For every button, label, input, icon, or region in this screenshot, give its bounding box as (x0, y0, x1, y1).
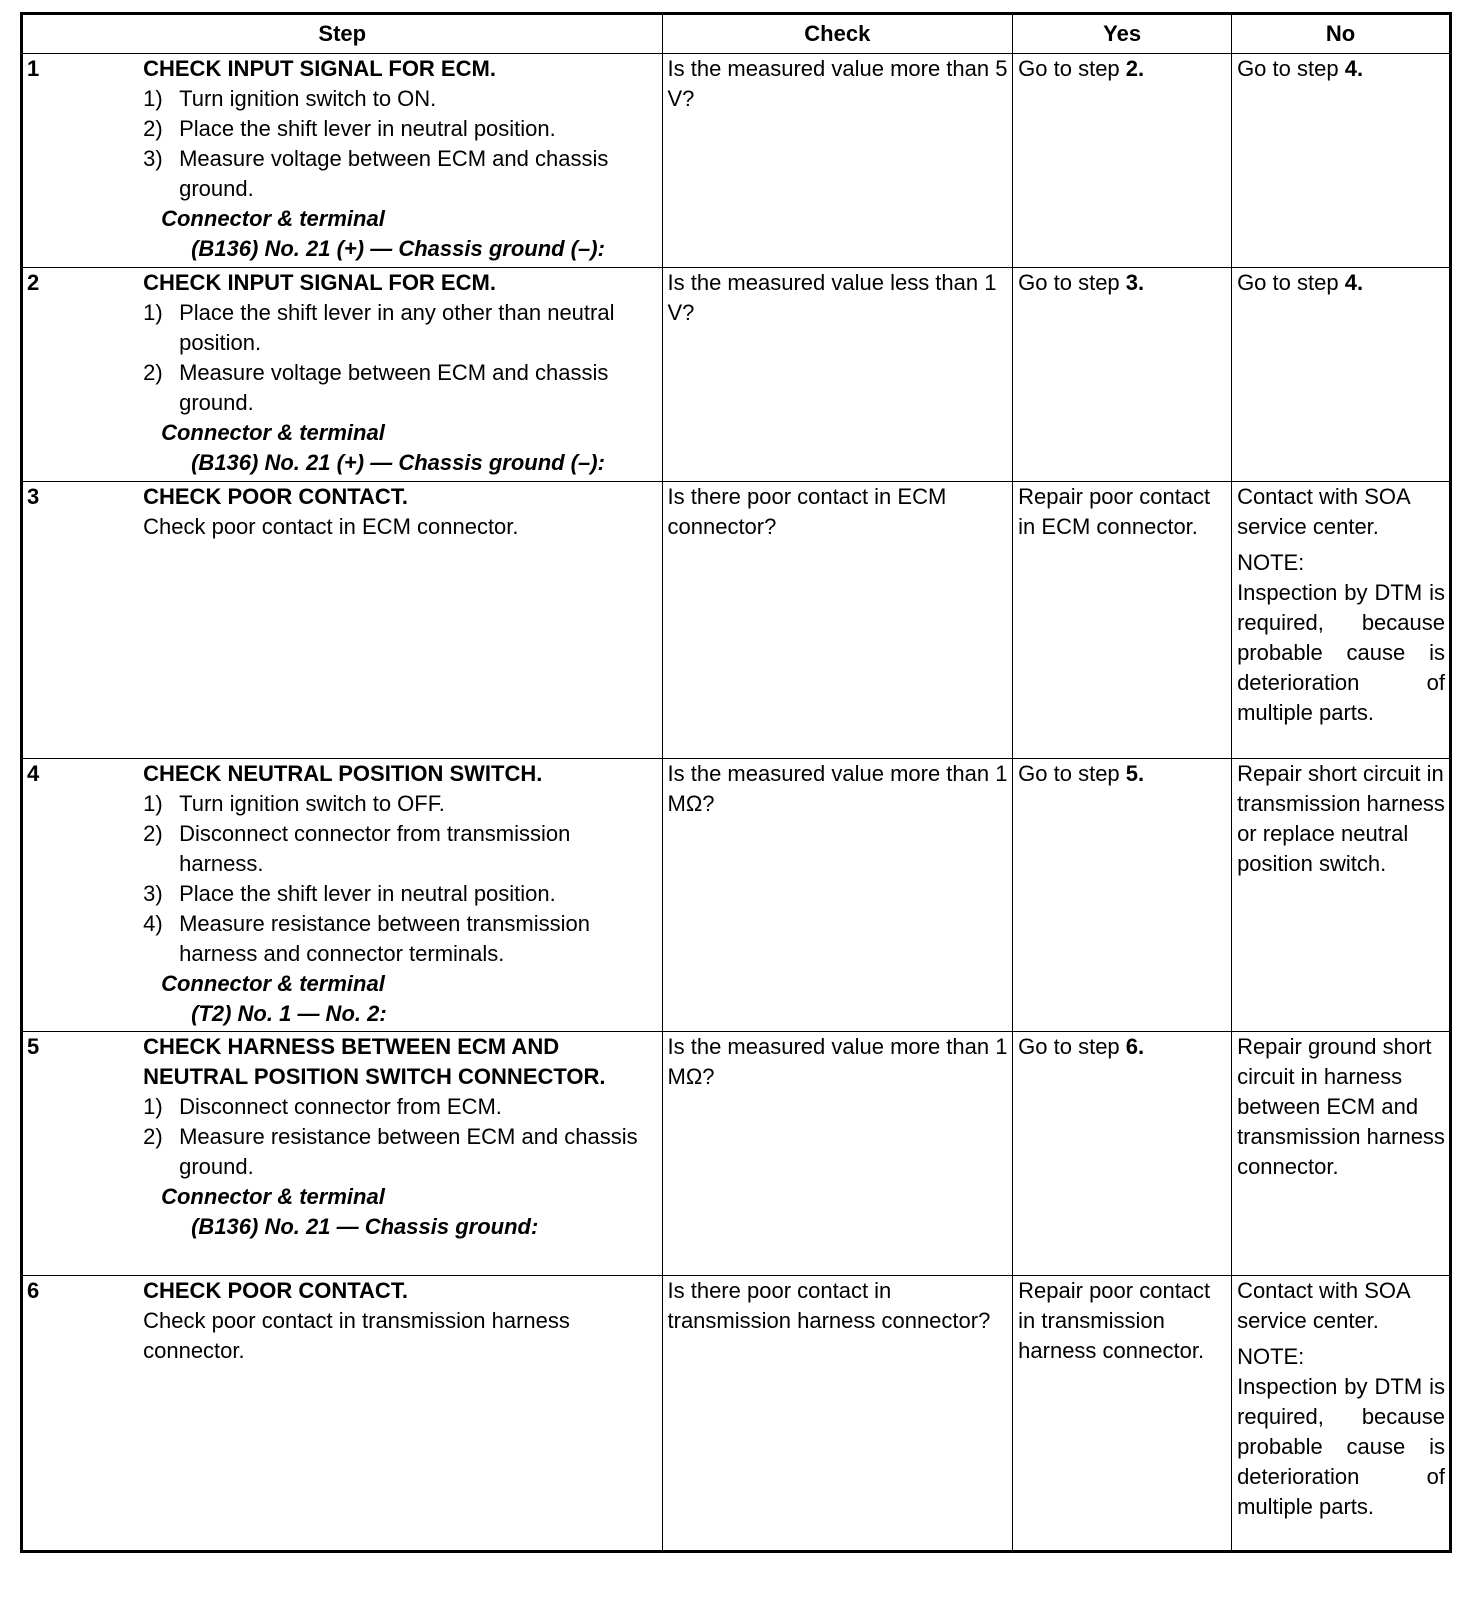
table-row (22, 268, 1451, 482)
list-item: 2) Measure resistance between ECM and chassis ground. (143, 1124, 638, 1179)
yes-cell: Repair poor contact in ECM connector. (1013, 482, 1232, 759)
list-item: 2) Disconnect connector from transmission harness. (143, 821, 571, 876)
step-title: CHECK NEUTRAL POSITION SWITCH. (143, 761, 543, 786)
step-description (143, 759, 662, 1032)
check-cell: Is there poor contact in ECM connector? (662, 482, 1013, 759)
connector-label: Connector & terminal (161, 420, 385, 445)
list-item: 3) Place the shift lever in neutral position. (143, 881, 556, 906)
step-description (143, 268, 662, 482)
no-cell: Repair ground short circuit in harness between ECM and transmission harness connector. (1232, 1032, 1451, 1276)
connector-value: (B136) No. 21 — Chassis ground: (191, 1214, 539, 1239)
note-text: Inspection by DTM is required, because probable cause is deterioration of multiple parts. (1237, 1374, 1445, 1519)
connector-label: Connector & terminal (161, 971, 385, 996)
step-description (143, 1276, 662, 1552)
step-text: Check poor contact in ECM connector. (143, 514, 519, 539)
step-description (143, 482, 662, 759)
check-cell: Is the measured value less than 1 V? (662, 268, 1013, 482)
yes-cell: Go to step 3. (1013, 268, 1232, 482)
yes-cell: Go to step 5. (1013, 759, 1232, 1032)
yes-cell: Go to step 2. (1013, 54, 1232, 268)
yes-cell: Go to step 6. (1013, 1032, 1232, 1276)
step-number: 1 (22, 54, 144, 268)
list-item: 2) Place the shift lever in neutral position. (143, 116, 556, 141)
table-row (22, 1276, 1451, 1552)
connector-value: (B136) No. 21 (+) — Chassis ground (–): (191, 236, 605, 261)
step-number: 3 (22, 482, 144, 759)
no-cell (1232, 482, 1451, 759)
diagnostic-table (20, 12, 1452, 1553)
check-cell: Is the measured value more than 1 MΩ? (662, 759, 1013, 1032)
step-title: CHECK POOR CONTACT. (143, 484, 408, 509)
list-item: 1) Place the shift lever in any other than neutral position. (143, 300, 615, 355)
connector-value: (T2) No. 1 — No. 2: (191, 1001, 387, 1026)
table-row (22, 1032, 1451, 1276)
note-label: NOTE: (1237, 550, 1305, 575)
connector-value: (B136) No. 21 (+) — Chassis ground (–): (191, 450, 605, 475)
list-item: 1) Turn ignition switch to ON. (143, 86, 437, 111)
check-cell: Is the measured value more than 5 V? (662, 54, 1013, 268)
connector-label: Connector & terminal (161, 1184, 385, 1209)
table-row (22, 54, 1451, 268)
header-row (22, 14, 1451, 54)
step-title: CHECK HARNESS BETWEEN ECM AND NEUTRAL POSITION SWITCH CONNECTOR. (143, 1034, 606, 1089)
header-no: No (1232, 14, 1451, 54)
step-title: CHECK INPUT SIGNAL FOR ECM. (143, 56, 496, 81)
step-title: CHECK POOR CONTACT. (143, 1278, 408, 1303)
header-check: Check (662, 14, 1013, 54)
no-text: Contact with SOA service center. (1237, 1278, 1410, 1333)
no-cell: Repair short circuit in transmission harness or replace neutral position switch. (1232, 759, 1451, 1032)
step-number: 5 (22, 1032, 144, 1276)
step-description (143, 54, 662, 268)
check-cell: Is there poor contact in transmission harness connector? (662, 1276, 1013, 1552)
no-cell: Go to step 4. (1232, 54, 1451, 268)
header-step: Step (22, 14, 663, 54)
check-cell: Is the measured value more than 1 MΩ? (662, 1032, 1013, 1276)
step-number: 4 (22, 759, 144, 1032)
yes-cell: Repair poor contact in transmission harness connector. (1013, 1276, 1232, 1552)
step-number: 2 (22, 268, 144, 482)
list-item: 4) Measure resistance between transmission harness and connector terminals. (143, 911, 590, 966)
table-row (22, 759, 1451, 1032)
no-cell: Go to step 4. (1232, 268, 1451, 482)
note-label: NOTE: (1237, 1344, 1305, 1369)
step-text: Check poor contact in transmission harness connector. (143, 1308, 570, 1363)
list-item: 2) Measure voltage between ECM and chassis ground. (143, 360, 609, 415)
no-cell (1232, 1276, 1451, 1552)
list-item: 1) Turn ignition switch to OFF. (143, 791, 445, 816)
note-text: Inspection by DTM is required, because probable cause is deterioration of multiple parts. (1237, 580, 1445, 725)
step-number: 6 (22, 1276, 144, 1552)
list-item: 1) Disconnect connector from ECM. (143, 1094, 502, 1119)
connector-label: Connector & terminal (161, 206, 385, 231)
list-item: 3) Measure voltage between ECM and chassis ground. (143, 146, 609, 201)
header-yes: Yes (1013, 14, 1232, 54)
table-row (22, 482, 1451, 759)
no-text: Contact with SOA service center. (1237, 484, 1410, 539)
step-description (143, 1032, 662, 1276)
diagnostic-table-container (20, 12, 1452, 1553)
step-title: CHECK INPUT SIGNAL FOR ECM. (143, 270, 496, 295)
